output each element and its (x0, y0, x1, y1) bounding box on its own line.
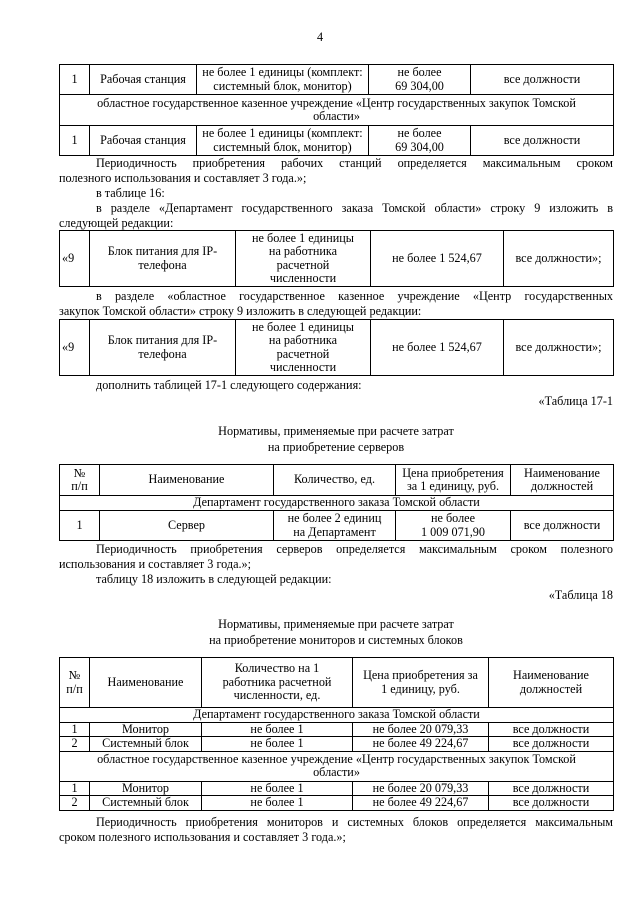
text-line: сроком полезного использования и составляет 3 года.»; (59, 830, 346, 844)
paragraph (59, 830, 613, 846)
cell-name: Рабочая станция (90, 126, 197, 156)
header-line: Цена приобретения (402, 465, 504, 480)
qty-line: не более 1 единицы (252, 230, 354, 245)
cell-name: Монитор (90, 722, 202, 737)
cell-price: не более 1 524,67 (371, 320, 504, 376)
cell-qty (197, 126, 369, 156)
psu-table-dept (59, 230, 614, 287)
cell-price: не более 20 079,33 (353, 722, 489, 737)
cell-position: все должности (489, 781, 614, 796)
cell-num: «9 (60, 320, 90, 376)
cell-price (369, 126, 471, 156)
table-row (60, 65, 614, 95)
header-price (353, 658, 489, 708)
header-line: Наименование (513, 668, 589, 682)
name-line: Блок питания для IP- (107, 333, 218, 347)
cell-price (396, 511, 511, 541)
cell-position: все должности (471, 126, 614, 156)
qty-line: расчетной (276, 346, 330, 361)
cell-num: 1 (60, 511, 100, 541)
cell-name: Системный блок (90, 737, 202, 752)
header-qty (202, 658, 353, 708)
section-row (60, 751, 614, 781)
paragraph (59, 304, 613, 320)
cell-qty: не более 1 (202, 722, 353, 737)
cell-num: 2 (60, 796, 90, 811)
cell-position: все должности (471, 65, 614, 95)
monitors-table (59, 657, 614, 811)
section-line: области» (313, 109, 360, 123)
cell-name: Рабочая станция (90, 65, 197, 95)
cell-position: все должности (489, 737, 614, 752)
cell-position: все должности (489, 722, 614, 737)
header-num (60, 465, 100, 496)
header-name: Наименование (90, 658, 202, 708)
text-line: Периодичность приобретения серверов определяется максимальным сроком полезного (96, 542, 613, 556)
cell-qty (236, 231, 371, 287)
cell-num: «9 (60, 231, 90, 287)
cell-position: все должности»; (504, 320, 614, 376)
cell-num: 1 (60, 126, 90, 156)
section-line: области» (313, 765, 360, 779)
table-label: «Таблица 17-1 (538, 394, 613, 408)
header-qty: Количество, ед. (274, 465, 396, 496)
paragraph (59, 542, 613, 558)
price-line: 69 304,00 (395, 139, 444, 154)
text-line: Периодичность приобретения мониторов и системных блоков определяется максимальным (96, 815, 613, 829)
title-line: на приобретение мониторов и системных блоков (209, 632, 463, 647)
table-row (60, 511, 614, 541)
text-line: использования и составляет 3 года.»; (59, 557, 252, 571)
price-line: не более (397, 65, 442, 79)
text-line: Периодичность приобретения рабочих станций определяется максимальным сроком (96, 156, 613, 170)
table-label: «Таблица 18 (548, 588, 613, 602)
price-line: 69 304,00 (395, 78, 444, 93)
qty-line: не более 1 единицы (комплект: (202, 126, 363, 140)
cell-qty: не более 1 (202, 781, 353, 796)
header-line: Наименование (524, 465, 600, 480)
text-line: закупок Томской области» строку 9 изложить в следующей редакции: (59, 304, 422, 318)
cell-qty: не более 1 (202, 737, 353, 752)
title-line: Нормативы, применяемые при расчете затрат (218, 617, 454, 631)
section-header (60, 95, 614, 126)
header-position (511, 465, 614, 496)
qty-line: на работника (268, 244, 338, 258)
table-title (59, 424, 613, 455)
servers-table (59, 464, 614, 541)
header-line: Количество на 1 (234, 661, 320, 676)
title-line: Нормативы, применяемые при расчете затрат (218, 424, 454, 438)
paragraph (59, 815, 613, 831)
paragraph (59, 557, 613, 573)
cell-num: 1 (60, 65, 90, 95)
price-line: не более (430, 511, 475, 525)
header-line: 1 единицу, руб. (381, 681, 460, 696)
header-position (489, 658, 614, 708)
qty-line: на Департамент (293, 524, 376, 539)
qty-line: системный блок, монитор) (213, 139, 352, 154)
section-line: областное государственное казенное учреждение «Центр государственных закупок Томской (97, 751, 576, 766)
qty-line: не более 1 единицы (252, 319, 354, 334)
table-row (60, 320, 614, 376)
section-header: Департамент государственного заказа Томской области (60, 708, 614, 723)
qty-line: не более 2 единиц (287, 511, 382, 525)
qty-line: на работника (268, 333, 338, 347)
table-title (59, 617, 613, 648)
paragraph: дополнить таблицей 17-1 следующего содержания: (96, 378, 362, 392)
cell-num: 2 (60, 737, 90, 752)
paragraph (59, 201, 613, 217)
cell-price: не более 1 524,67 (371, 231, 504, 287)
name-line: телефона (138, 346, 187, 361)
table-row (60, 796, 614, 811)
cell-name: Монитор (90, 781, 202, 796)
cell-position: все должности»; (504, 231, 614, 287)
cell-name: Системный блок (90, 796, 202, 811)
cell-name: Сервер (100, 511, 274, 541)
name-line: Блок питания для IP- (107, 244, 218, 258)
header-name: Наименование (100, 465, 274, 496)
paragraph: таблицу 18 изложить в следующей редакции: (96, 572, 332, 586)
page-number: 4 (316, 30, 324, 44)
cell-qty (236, 320, 371, 376)
price-line: 1 009 071,90 (421, 524, 485, 539)
section-row (60, 496, 614, 511)
cell-qty: не более 1 (202, 796, 353, 811)
header-line: должностей (530, 479, 594, 493)
paragraph (59, 156, 613, 172)
qty-line: численности (269, 271, 337, 285)
name-line: телефона (138, 257, 187, 272)
cell-qty (197, 65, 369, 95)
qty-line: расчетной (276, 257, 330, 272)
text-line: полезного использования и составляет 3 года.»; (59, 171, 307, 185)
cell-qty (274, 511, 396, 541)
header-line: п/п (71, 479, 88, 493)
title-line: на приобретение серверов (267, 439, 405, 454)
psu-table-ogku (59, 319, 614, 376)
paragraph: в таблице 16: (96, 186, 165, 200)
header-line: № (73, 465, 86, 480)
cell-name (90, 231, 236, 287)
header-line: за 1 единицу, руб. (406, 479, 500, 493)
table-row (60, 231, 614, 287)
table-row (60, 722, 614, 737)
workstation-table (59, 64, 614, 156)
cell-position: все должности (489, 796, 614, 811)
cell-price (369, 65, 471, 95)
text-line: в разделе «Департамент государственного заказа Томской области» строку 9 изложить в (96, 201, 613, 215)
header-line: Цена приобретения за (363, 668, 478, 682)
cell-price: не более 20 079,33 (353, 781, 489, 796)
section-header (60, 751, 614, 781)
qty-line: не более 1 единицы (комплект: (202, 65, 363, 79)
cell-position: все должности (511, 511, 614, 541)
table-row (60, 737, 614, 752)
cell-num: 1 (60, 722, 90, 737)
section-header: Департамент государственного заказа Томской области (60, 496, 614, 511)
paragraph (59, 171, 613, 187)
header-line: п/п (66, 681, 83, 696)
text-line: в разделе «областное государственное казенное учреждение «Центр государственных (96, 289, 613, 303)
section-row (60, 95, 614, 126)
header-price (396, 465, 511, 496)
qty-line: численности (269, 360, 337, 374)
header-line: численности, ед. (233, 688, 321, 703)
header-row (60, 658, 614, 708)
paragraph (59, 289, 613, 305)
cell-price: не более 49 224,67 (353, 737, 489, 752)
header-line: должностей (519, 681, 583, 696)
section-row (60, 708, 614, 723)
qty-line: системный блок, монитор) (213, 78, 352, 93)
cell-name (90, 320, 236, 376)
table-row (60, 781, 614, 796)
table-row (60, 126, 614, 156)
header-row (60, 465, 614, 496)
header-line: работника расчетной (222, 674, 332, 689)
header-num (60, 658, 90, 708)
header-line: № (68, 668, 81, 682)
price-line: не более (397, 126, 442, 140)
section-line: областное государственное казенное учреждение «Центр государственных закупок Томской (97, 95, 576, 110)
text-line: следующей редакции: (59, 216, 174, 230)
cell-num: 1 (60, 781, 90, 796)
cell-price: не более 49 224,67 (353, 796, 489, 811)
